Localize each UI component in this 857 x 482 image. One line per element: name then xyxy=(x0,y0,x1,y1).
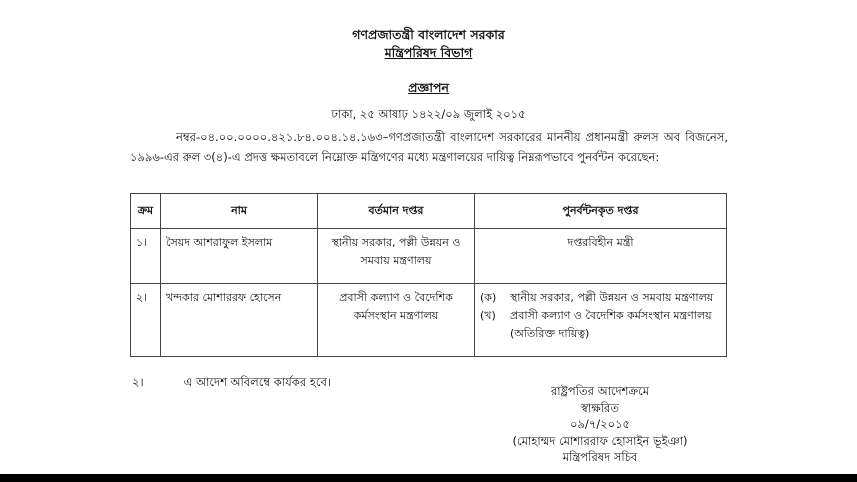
division-label: মন্ত্রিপরিষদ বিভাগ xyxy=(384,45,473,60)
header-serial: ক্রম xyxy=(131,194,161,229)
serial-cell: ২। xyxy=(131,284,161,357)
notice-label: প্রজ্ঞাপন xyxy=(408,80,449,95)
notice-title xyxy=(0,80,857,100)
reassigned-cell xyxy=(475,284,727,357)
item-marker: (ক) xyxy=(480,291,497,304)
government-heading: গণপ্রজাতন্ত্রী বাংলাদেশ সরকার xyxy=(352,27,505,42)
item-text: প্রবাসী কল্যাণ ও বৈদেশিক কর্মসংস্থান মন্ত্রণালয় (অতিরিক্ত দায়িত্ব) xyxy=(510,309,712,340)
signatory-name: (মোহাম্মদ মোশাররাফ হোসাইন ভূইঞা) xyxy=(512,433,688,448)
signature-order: রাষ্ট্রপতির আদেশক্রমে xyxy=(550,384,650,398)
clause-text: এ আদেশ অবিলম্বে কার্যকর হবে। xyxy=(183,375,332,389)
header-reassigned: পুনর্বন্টনকৃত দপ্তর xyxy=(475,194,727,229)
signature-date: ০৯/৭/২০১৫ xyxy=(569,417,631,431)
serial-cell: ১। xyxy=(131,229,161,284)
notice-date: ঢাকা, ২৫ আষাঢ় ১৪২২/০৯ জুলাই ২০১৫ xyxy=(331,107,526,121)
notice-paragraph: নম্বর-০৪.০০.০০০০.৪২১.৮৪.০০৪.১৪.১৬৩–গণপ্রজাতন্ত্রী বাংলাদেশ সরকারের মাননীয় প্রধানমন্ত্রী রুলস অব বিজনেস, ১৯৯৬-এর রুল ৩(৪)-এ প্রদত্ত ক্ষমতাবলে নিম্নোক্ত মন্ত্রিগণের মধ্যে মন্ত্রণালয়ের দায়িত্ব নিম্নরূপভাবে পুনর্বন্টন করেছেন: xyxy=(130,130,728,164)
reassigned-item xyxy=(480,289,721,307)
header-current: বর্তমান দপ্তর xyxy=(318,194,475,229)
current-cell: প্রবাসী কল্যাণ ও বৈদেশিক কর্মসংস্থান মন্ত্রণালয় xyxy=(318,284,475,357)
signature-signed: স্বাক্ষরিত xyxy=(581,400,619,415)
table-row xyxy=(131,229,727,284)
name-cell: সৈয়দ আশরাফুল ইসলাম xyxy=(161,229,318,284)
item-marker: (খ) xyxy=(480,309,496,322)
bottom-bar xyxy=(0,474,857,482)
reassignment-table xyxy=(130,193,727,357)
table-header-row xyxy=(131,194,727,229)
division-heading xyxy=(0,45,857,65)
signature-block xyxy=(470,383,730,466)
clause-2 xyxy=(132,374,331,393)
name-cell: খন্দকার মোশাররফ হোসেন xyxy=(161,284,318,357)
item-text: স্থানীয় সরকার, পল্লী উন্নয়ন ও সমবায় মন্ত্রণালয় xyxy=(510,291,714,304)
reassigned-cell: দপ্তরবিহীন মন্ত্রী xyxy=(475,229,727,284)
signatory-designation: মন্ত্রিপরিষদ সচিব xyxy=(562,450,638,464)
table-row xyxy=(131,284,727,357)
header-name: নাম xyxy=(161,194,318,229)
clause-number: ২। xyxy=(132,375,144,389)
current-cell: স্থানীয় সরকার, পল্লী উন্নয়ন ও সমবায় মন্ত্রণালয় xyxy=(318,229,475,284)
reassigned-item xyxy=(480,307,721,343)
